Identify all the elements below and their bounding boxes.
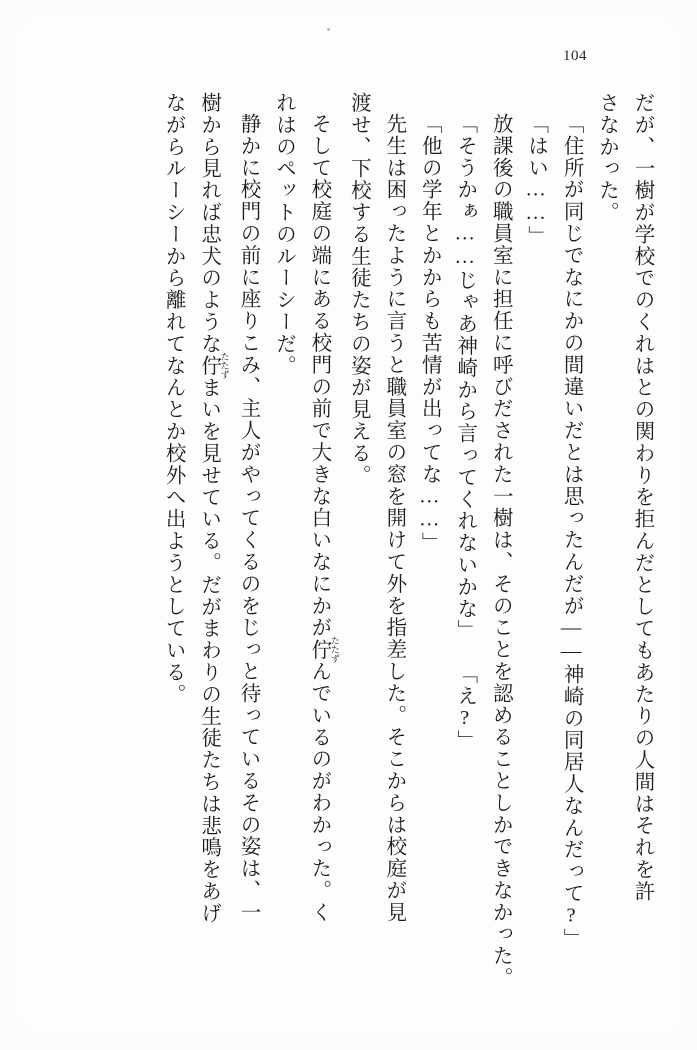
paragraph: 「そうかぁ……じゃあ神崎から言ってくれないかな」 [453, 113, 476, 642]
paragraph: 静かに校門の前に座りこみ、主人がやってくるのをじっと待っているその姿は、一 [237, 113, 260, 924]
paragraph: 放課後の職員室に担任に呼びだされた一樹は、そのことを認めることしかできなか [489, 113, 512, 924]
paragraph: れはのペットのルーシーだ。 [272, 92, 295, 377]
paragraph: 渡せ、下校する生徒たちの姿が見える。 [347, 92, 370, 487]
paragraph: だが、一樹が学校でのくれはとの関わりを拒んだとしてもあたりの人間はそれを許 [631, 92, 653, 903]
paragraph: そして校庭の端にある校門の前で大きな白いなにかが佇 たたずんでいるのがわかった。く [307, 113, 340, 924]
paragraph: 先生は困ったように言うと職員室の窓を開けて外を指差した。そこからは校庭が見 [382, 113, 405, 924]
paragraph: 「他の学年とかからも苦情が出ってな……」 [418, 113, 441, 554]
paragraph: 「え?」 [453, 662, 476, 752]
paragraph: 「住所が同じでなにかの間違いだとは思ったんだが――神崎の同居人なんだって?」 [560, 113, 583, 950]
ruby-annotation: 佇 たたず [197, 352, 230, 380]
paragraph: ながらルーシーから離れてなんとか校外へ出ようとしている。 [162, 92, 185, 706]
print-artifact-dot [327, 28, 330, 31]
paragraph: さなかった。 [595, 92, 618, 224]
paragraph: 「はい……」 [524, 113, 547, 248]
paragraph: った。 [489, 923, 512, 990]
paragraph: 樹から見れば忠犬のような佇 たたずまいを見せている。だがまわりの生徒たちは悲鳴をあげ [197, 92, 230, 925]
vertical-text-body [40, 92, 659, 992]
page-number: 104 [563, 48, 587, 64]
ruby-annotation: 佇 たたず [307, 636, 340, 664]
